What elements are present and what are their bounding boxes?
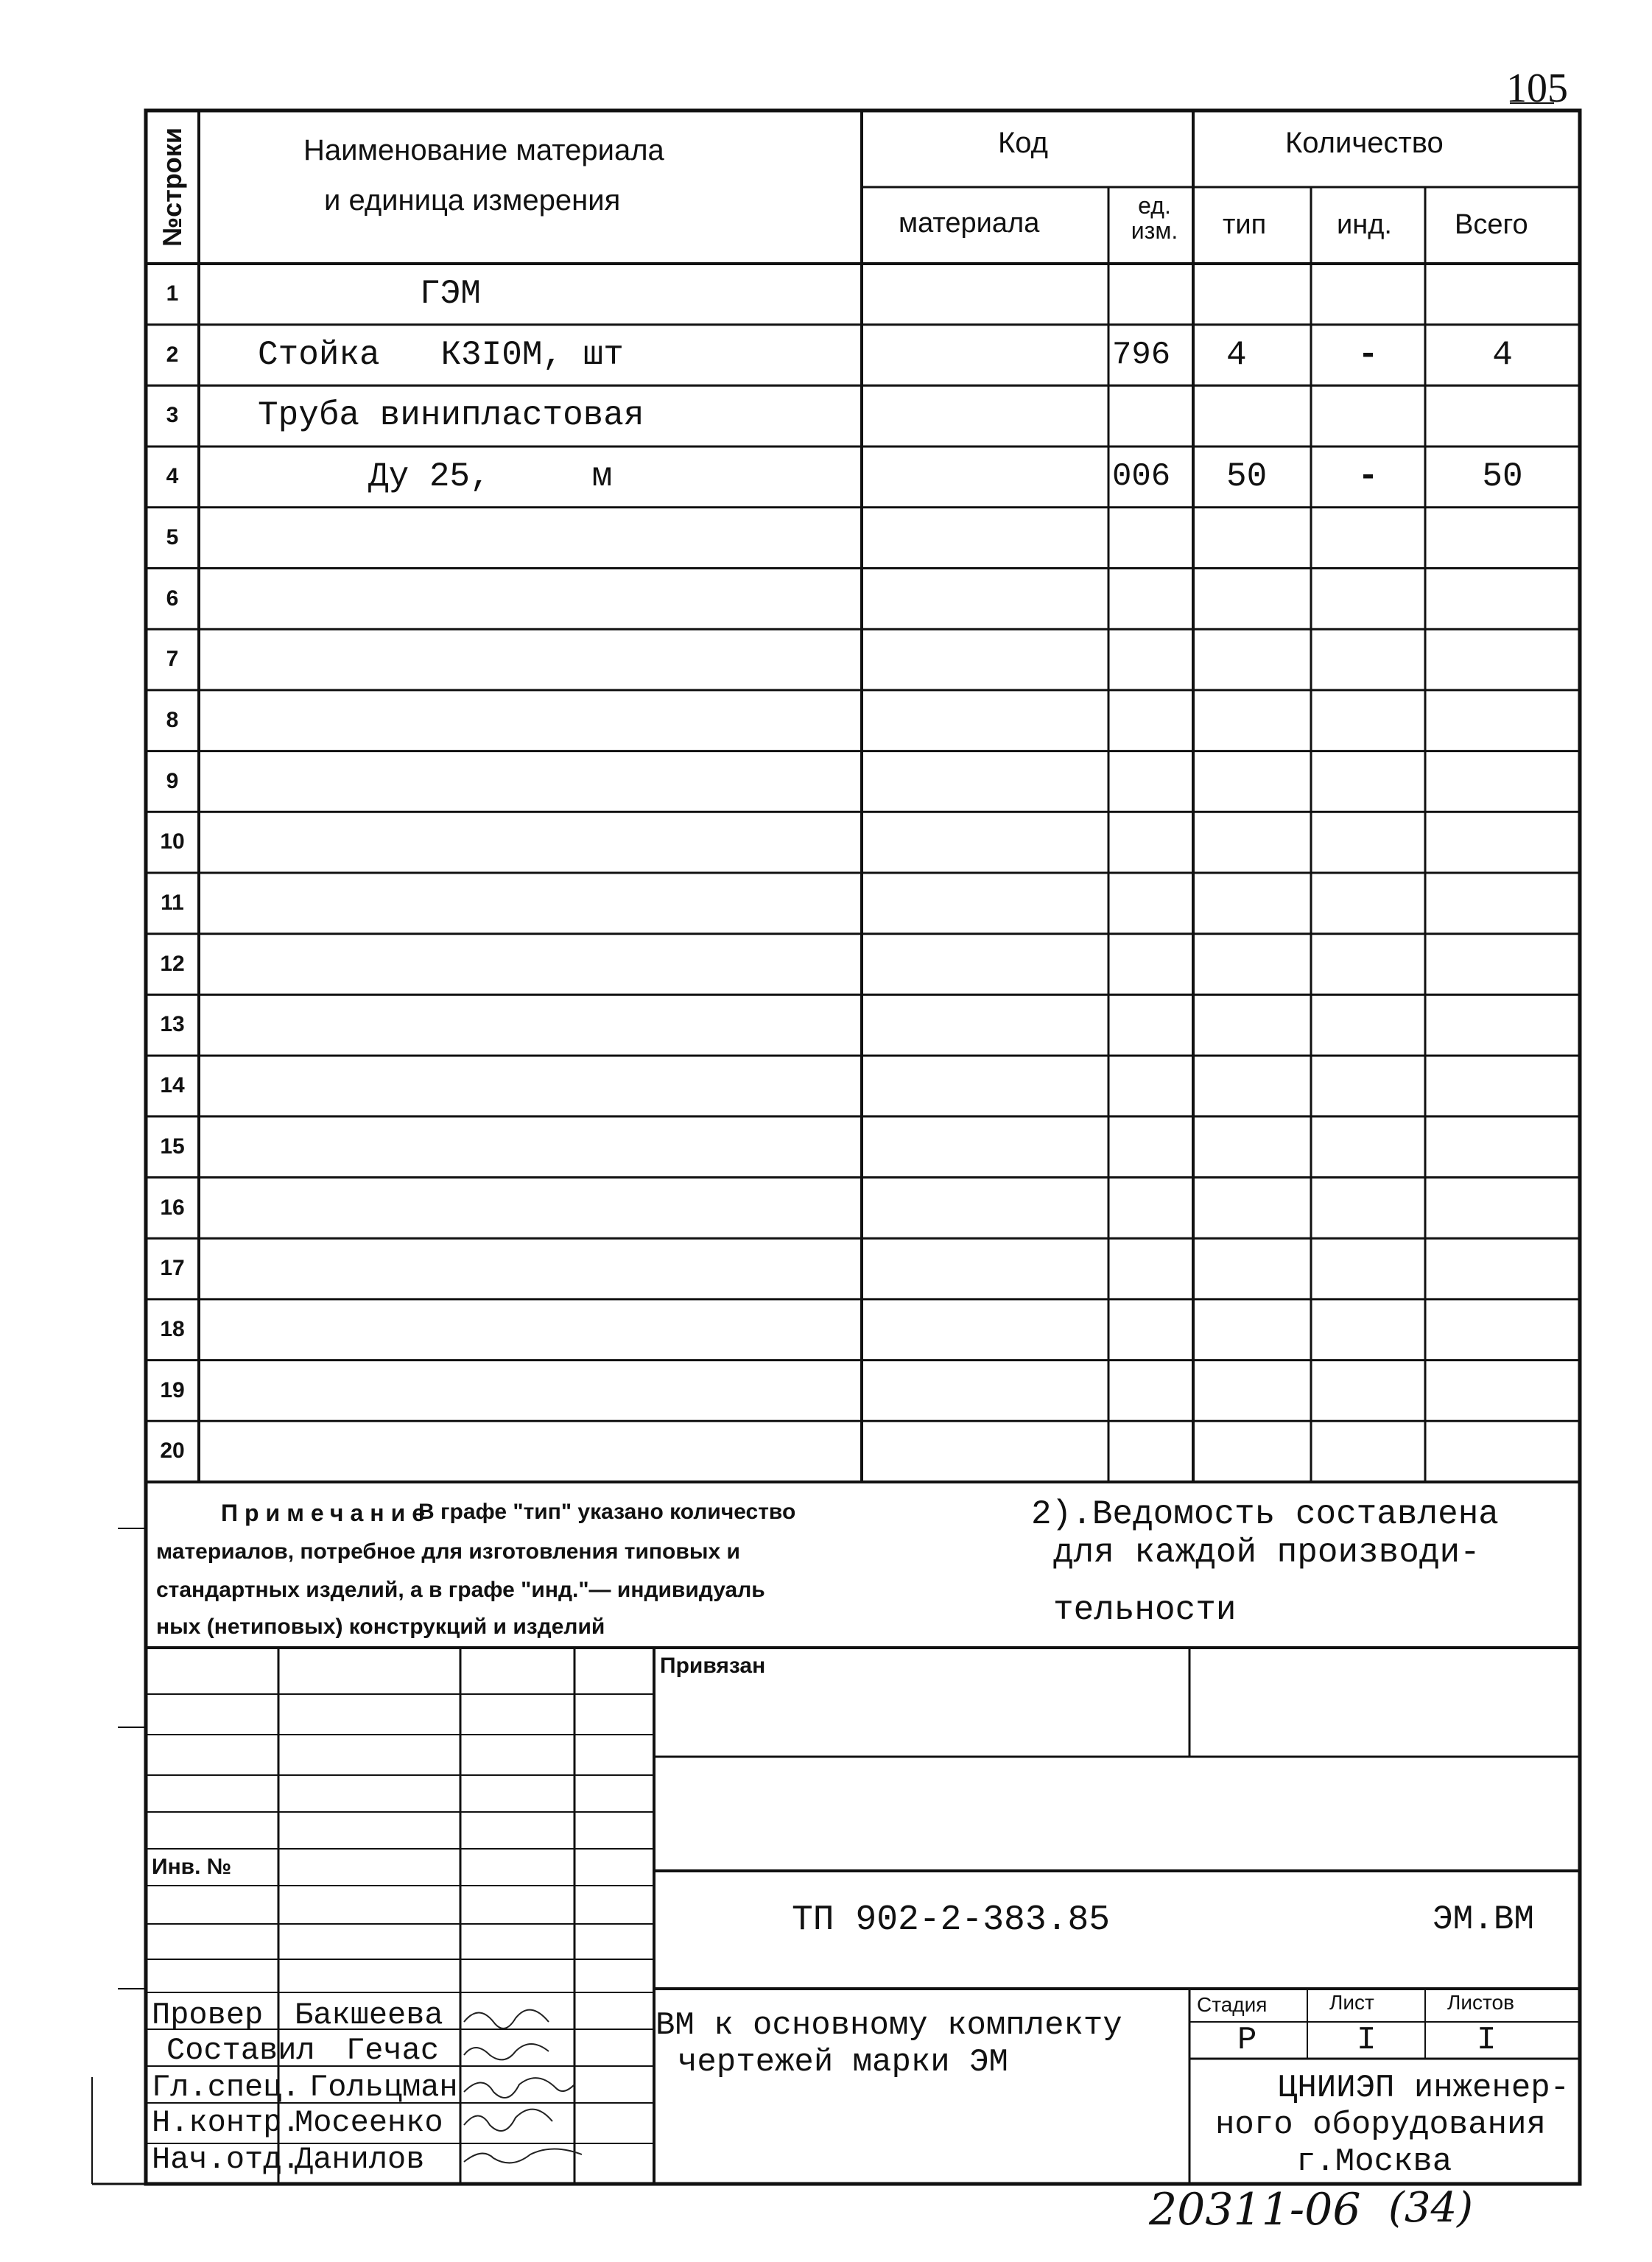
table-row bbox=[0, 629, 1652, 690]
cell-material bbox=[862, 690, 1108, 751]
cell-total bbox=[1425, 1360, 1580, 1422]
cell-total bbox=[1425, 1238, 1580, 1299]
cell-n: 3 bbox=[166, 403, 179, 428]
sheet-value: I bbox=[1357, 2022, 1377, 2059]
cell-unit: 006 bbox=[1112, 458, 1171, 496]
cell-unit bbox=[1112, 1056, 1197, 1117]
cell-material bbox=[862, 1238, 1108, 1299]
header-code: Код bbox=[998, 127, 1049, 159]
note-line-4: ных (нетиповых) конструкций и изделий bbox=[156, 1615, 605, 1639]
table-row bbox=[0, 569, 1652, 630]
cell-n: 16 bbox=[160, 1195, 185, 1220]
stage-value: Р bbox=[1237, 2022, 1257, 2059]
signer-name-3: Гольцман bbox=[309, 2070, 458, 2105]
cell-material bbox=[862, 507, 1108, 569]
cell-total bbox=[1425, 1299, 1580, 1360]
cell-total bbox=[1425, 507, 1580, 569]
cell-material bbox=[862, 934, 1108, 995]
table-row bbox=[0, 1238, 1652, 1299]
cell-ind bbox=[1311, 1360, 1425, 1422]
cell-total bbox=[1425, 1178, 1580, 1239]
cell-material bbox=[862, 569, 1108, 630]
cell-n: 9 bbox=[166, 768, 179, 793]
cell-material bbox=[862, 994, 1108, 1056]
cell-type bbox=[1226, 1360, 1311, 1422]
cell-type bbox=[1226, 264, 1311, 325]
cell-type bbox=[1226, 751, 1311, 812]
cell-n: 10 bbox=[160, 829, 185, 854]
cell-material bbox=[862, 1360, 1108, 1422]
sheet-label: Лист bbox=[1329, 1991, 1374, 2014]
description-line-2: чертежей марки ЭМ bbox=[678, 2044, 1008, 2081]
table-row bbox=[0, 507, 1652, 569]
cell-unit: 796 bbox=[1112, 336, 1171, 373]
cell-ind bbox=[1311, 812, 1425, 873]
cell-unit bbox=[1112, 1299, 1197, 1360]
cell-name bbox=[214, 507, 854, 569]
footer-number: 20311-06 bbox=[1149, 2184, 1361, 2235]
cell-ind: - bbox=[1357, 335, 1379, 374]
cell-type bbox=[1226, 385, 1311, 446]
table-row bbox=[0, 690, 1652, 751]
cell-type: 4 bbox=[1226, 335, 1247, 374]
header-name-line2: и единица измерения bbox=[324, 184, 621, 217]
cell-ind: - bbox=[1357, 457, 1379, 496]
cell-total bbox=[1425, 629, 1580, 690]
cell-type bbox=[1226, 1056, 1311, 1117]
document-code: ТП 902-2-383.85 bbox=[792, 1900, 1111, 1940]
signer-name-5: Данилов bbox=[295, 2142, 425, 2177]
cell-total bbox=[1425, 1056, 1580, 1117]
cell-ind bbox=[1311, 751, 1425, 812]
cell-n: 11 bbox=[161, 891, 184, 915]
note-line-3: стандартных изделий, а в графе "инд."— индивидуаль bbox=[156, 1578, 765, 1602]
cell-n: 13 bbox=[160, 1012, 185, 1037]
description-line-1: ВМ к основному комплекту bbox=[655, 2007, 1122, 2044]
signer-name-1: Бакшеева bbox=[295, 1998, 443, 2033]
cell-total bbox=[1425, 690, 1580, 751]
cell-type bbox=[1226, 690, 1311, 751]
cell-material bbox=[862, 446, 1108, 507]
cell-total bbox=[1425, 385, 1580, 446]
cell-material bbox=[862, 751, 1108, 812]
cell-unit bbox=[1112, 1421, 1197, 1482]
cell-ind bbox=[1311, 1299, 1425, 1360]
cell-name bbox=[214, 994, 854, 1056]
sheets-value: I bbox=[1477, 2022, 1497, 2059]
cell-type bbox=[1226, 1117, 1311, 1178]
cell-material bbox=[862, 1178, 1108, 1239]
signer-name-2: Гечас bbox=[346, 2033, 440, 2068]
cell-total bbox=[1425, 812, 1580, 873]
cell-type bbox=[1226, 934, 1311, 995]
cell-ind bbox=[1311, 385, 1425, 446]
table-row bbox=[0, 1056, 1652, 1117]
cell-name bbox=[214, 1056, 854, 1117]
cell-material bbox=[862, 629, 1108, 690]
table-row bbox=[0, 446, 1652, 507]
footer-sheet: (34) bbox=[1388, 2184, 1473, 2232]
note2-line-2: для каждой производи- bbox=[1053, 1534, 1480, 1572]
cell-material bbox=[862, 1421, 1108, 1482]
cell-type bbox=[1226, 1421, 1311, 1482]
cell-total: 4 bbox=[1492, 335, 1513, 374]
document-mark: ЭМ.ВМ bbox=[1433, 1900, 1535, 1939]
cell-type bbox=[1226, 569, 1311, 630]
cell-ind bbox=[1311, 1117, 1425, 1178]
cell-unit bbox=[1112, 994, 1197, 1056]
note-line-2: материалов, потребное для изготовления типовых и bbox=[156, 1539, 740, 1564]
table-row bbox=[0, 1178, 1652, 1239]
cell-unit bbox=[1112, 873, 1197, 934]
organization-line-2: ного оборудования bbox=[1215, 2107, 1546, 2143]
cell-ind bbox=[1311, 264, 1425, 325]
table-row bbox=[0, 873, 1652, 934]
cell-type bbox=[1226, 1299, 1311, 1360]
cell-material bbox=[862, 873, 1108, 934]
cell-total bbox=[1425, 569, 1580, 630]
cell-name bbox=[214, 812, 854, 873]
table-row bbox=[0, 812, 1652, 873]
cell-ind bbox=[1311, 1421, 1425, 1482]
cell-n: 5 bbox=[166, 524, 179, 549]
cell-ind bbox=[1311, 629, 1425, 690]
cell-material bbox=[862, 1117, 1108, 1178]
signer-role-3: Гл.спец. bbox=[152, 2070, 300, 2105]
header-code-unit: ед. изм. bbox=[1131, 192, 1178, 244]
cell-unit bbox=[1112, 629, 1197, 690]
cell-n: 6 bbox=[166, 586, 179, 611]
cell-unit bbox=[1112, 264, 1197, 325]
cell-name bbox=[214, 1299, 854, 1360]
cell-n: 14 bbox=[160, 1073, 185, 1098]
header-name-line1: Наименование материала bbox=[303, 134, 664, 166]
cell-material bbox=[862, 812, 1108, 873]
table-row bbox=[0, 1117, 1652, 1178]
cell-ind bbox=[1311, 1238, 1425, 1299]
signature-scribbles bbox=[464, 2010, 582, 2163]
cell-n: 20 bbox=[160, 1439, 185, 1464]
table-row bbox=[0, 264, 1652, 325]
sheets-label: Листов bbox=[1447, 1991, 1514, 2014]
privyazan-label: Привязан bbox=[660, 1654, 766, 1678]
cell-total bbox=[1425, 264, 1580, 325]
cell-n: 2 bbox=[166, 342, 179, 367]
cell-ind bbox=[1311, 1056, 1425, 1117]
cell-ind bbox=[1311, 507, 1425, 569]
cell-type bbox=[1226, 1178, 1311, 1239]
cell-name bbox=[214, 629, 854, 690]
cell-material bbox=[862, 1056, 1108, 1117]
cell-unit bbox=[1112, 1360, 1197, 1422]
cell-material bbox=[862, 385, 1108, 446]
signer-role-5: Нач.отд. bbox=[152, 2142, 300, 2177]
cell-unit bbox=[1112, 934, 1197, 995]
cell-type bbox=[1226, 873, 1311, 934]
cell-unit bbox=[1112, 812, 1197, 873]
cell-n: 12 bbox=[160, 951, 185, 976]
cell-type bbox=[1226, 629, 1311, 690]
table-row bbox=[0, 1360, 1652, 1422]
cell-total bbox=[1425, 873, 1580, 934]
cell-unit bbox=[1112, 569, 1197, 630]
cell-total bbox=[1425, 751, 1580, 812]
cell-name bbox=[214, 1360, 854, 1422]
cell-ind bbox=[1311, 690, 1425, 751]
signer-name-4: Мосеенко bbox=[295, 2105, 443, 2140]
cell-name: ГЭМ bbox=[420, 275, 481, 313]
cell-unit bbox=[1112, 385, 1197, 446]
cell-n: 8 bbox=[166, 707, 179, 732]
cell-total bbox=[1425, 994, 1580, 1056]
signer-role-2: Составил bbox=[166, 2033, 315, 2068]
cell-type bbox=[1226, 994, 1311, 1056]
table-row bbox=[0, 1421, 1652, 1482]
cell-ind bbox=[1311, 934, 1425, 995]
cell-unit bbox=[1112, 1178, 1197, 1239]
inventory-number-label: Инв. № bbox=[152, 1855, 232, 1879]
cell-ind bbox=[1311, 1178, 1425, 1239]
cell-name: Труба винипластовая bbox=[258, 396, 644, 435]
signer-role-4: Н.контр. bbox=[152, 2105, 300, 2140]
cell-material bbox=[862, 264, 1108, 325]
table-row bbox=[0, 325, 1652, 386]
header-code-material: материала bbox=[899, 208, 1040, 239]
cell-name bbox=[214, 873, 854, 934]
note-title: Примечание bbox=[221, 1500, 432, 1526]
header-quantity: Количество bbox=[1285, 127, 1444, 159]
cell-unit bbox=[1112, 751, 1197, 812]
organization-line-1: ЦНИИЭП инженер- bbox=[1278, 2070, 1570, 2107]
cell-total bbox=[1425, 934, 1580, 995]
cell-total: 50 bbox=[1482, 457, 1523, 496]
cell-unit bbox=[1112, 507, 1197, 569]
table-row bbox=[0, 934, 1652, 995]
cell-name bbox=[214, 569, 854, 630]
cell-type: 50 bbox=[1226, 457, 1268, 496]
table-row bbox=[0, 751, 1652, 812]
cell-ind bbox=[1311, 873, 1425, 934]
cell-material bbox=[862, 325, 1108, 386]
header-row-number: №строки bbox=[157, 127, 187, 247]
table-row bbox=[0, 1299, 1652, 1360]
stage-label: Стадия bbox=[1197, 1993, 1268, 2016]
cell-type bbox=[1226, 1238, 1311, 1299]
cell-n: 4 bbox=[166, 464, 179, 489]
note2-line-1: 2).Ведомость составлена bbox=[1031, 1495, 1499, 1534]
cell-unit bbox=[1112, 1117, 1197, 1178]
cell-n: 15 bbox=[160, 1134, 185, 1159]
signer-role-1: Провер bbox=[152, 1998, 264, 2033]
cell-material bbox=[862, 1299, 1108, 1360]
note2-line-3: тельности bbox=[1053, 1591, 1237, 1629]
cell-name bbox=[214, 1117, 854, 1178]
table-row bbox=[0, 385, 1652, 446]
cell-unit bbox=[1112, 1238, 1197, 1299]
cell-n: 19 bbox=[160, 1377, 185, 1402]
cell-ind bbox=[1311, 569, 1425, 630]
cell-ind bbox=[1311, 994, 1425, 1056]
organization-line-3: г.Москва bbox=[1296, 2143, 1452, 2180]
cell-n: 18 bbox=[160, 1316, 185, 1341]
cell-name bbox=[214, 1421, 854, 1482]
cell-name bbox=[214, 751, 854, 812]
cell-name bbox=[214, 1178, 854, 1239]
cell-name bbox=[214, 690, 854, 751]
cell-n: 7 bbox=[166, 647, 179, 672]
header-qty-type: тип bbox=[1223, 209, 1267, 240]
cell-name: Стойка К3I0М, шт bbox=[258, 335, 624, 374]
cell-type bbox=[1226, 507, 1311, 569]
cell-name bbox=[214, 1238, 854, 1299]
cell-total bbox=[1425, 1117, 1580, 1178]
page-number-top: 105 bbox=[1506, 66, 1568, 111]
header-qty-ind: инд. bbox=[1337, 209, 1392, 240]
note-line-1: В графе "тип" указано количество bbox=[418, 1500, 796, 1524]
cell-n: 1 bbox=[166, 281, 179, 306]
cell-type bbox=[1226, 812, 1311, 873]
header-qty-total: Всего bbox=[1455, 209, 1528, 240]
cell-total bbox=[1425, 1421, 1580, 1482]
cell-name bbox=[214, 934, 854, 995]
cell-unit bbox=[1112, 690, 1197, 751]
table-row bbox=[0, 994, 1652, 1056]
cell-name: Ду 25, м bbox=[368, 457, 613, 496]
cell-n: 17 bbox=[160, 1256, 185, 1281]
